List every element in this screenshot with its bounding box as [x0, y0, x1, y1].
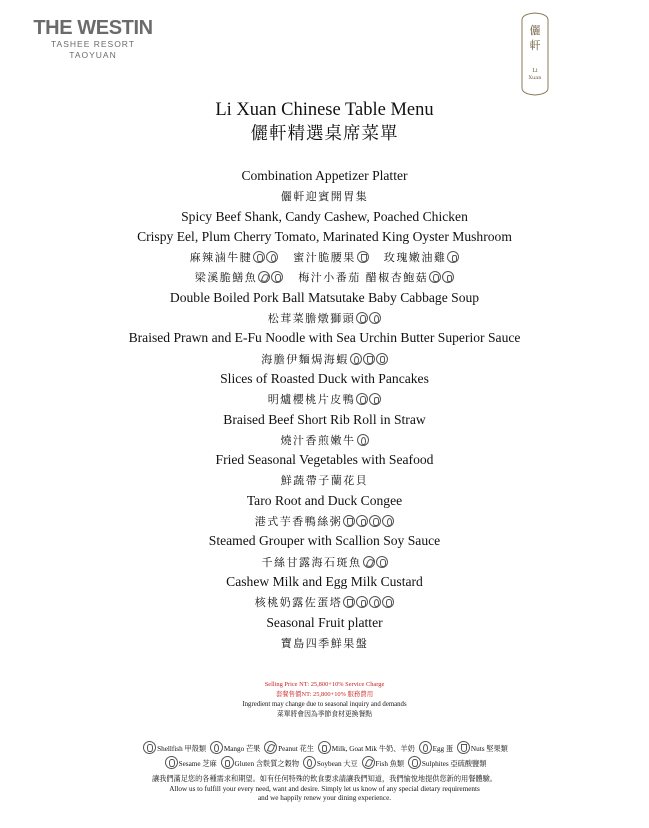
nuts-icon: [357, 251, 369, 263]
menu-line: [0, 409, 649, 429]
menu-line: [0, 307, 649, 327]
allergen-icon: [442, 271, 454, 283]
menu-line: [0, 510, 649, 530]
legend-label: Gluten 含麩質之穀物: [234, 760, 300, 768]
sesame-icon: [165, 756, 178, 769]
dish-zh: 海膽伊麵焗海蝦: [261, 352, 349, 366]
allergen-icon: [343, 515, 355, 527]
nuts-icon: [457, 741, 470, 754]
allergen-icon: [369, 393, 381, 405]
closing-en-1: Allow us to fulfill your every need, want and desire. Simply let us know of any special dietary requirements: [169, 784, 480, 793]
closing-note: [0, 775, 649, 804]
legend-row: [0, 756, 649, 771]
dish-zh: 千絲甘露海石斑魚: [261, 555, 362, 569]
dish-zh: 寶島四季鮮果盤: [280, 636, 369, 650]
dish-zh: 蜜汁脆腰果: [293, 251, 356, 265]
dish-zh: 核桃奶露佐蛋塔: [254, 596, 343, 610]
allergen-icon: [357, 434, 369, 446]
menu-line: [0, 206, 649, 226]
dish-en: Steamed Grouper with Scallion Soy Sauce: [208, 533, 441, 549]
dish-en: Combination Appetizer Platter: [241, 168, 408, 183]
dish-zh: 麻辣滷牛腱: [189, 251, 253, 265]
allergen-icon: [369, 596, 381, 608]
dish-en: Fried Seasonal Vegetables with Seafood: [215, 452, 434, 468]
legend-label: Nuts 堅果類: [470, 745, 508, 753]
allergen-icon: [369, 312, 381, 324]
menu-line: [0, 571, 649, 591]
fish-icon: [258, 271, 270, 283]
seasonal-note-en: Ingredient may change due to seasonal inquiry and demands: [242, 701, 407, 708]
menu-title: [0, 99, 649, 146]
brand-line-2: TAOYUAN: [69, 50, 117, 60]
dish-zh: 梁溪脆鱔魚: [194, 271, 258, 285]
dish-en: Seasonal Fruit platter: [266, 614, 383, 630]
menu-line: [0, 327, 649, 347]
gluten-icon: [221, 756, 234, 769]
dish-en: Slices of Roasted Duck with Pancakes: [220, 370, 429, 386]
mango-icon: [210, 741, 223, 754]
allergen-icon: [363, 353, 375, 365]
legend-label: Milk, Goat Mik 牛奶、羊奶: [331, 745, 415, 753]
price-zh: 套餐售價NT: 25,800+10% 服務費用: [275, 691, 374, 698]
dish-zh: 松茸菜膽燉獅頭: [267, 312, 356, 326]
brand-line-1: TASHEE RESORT: [50, 39, 135, 49]
brand-logo: [33, 17, 153, 61]
menu-line: [0, 368, 649, 388]
dish-zh: 儷軒迎賓開胃集: [280, 190, 369, 204]
menu-line: [0, 185, 649, 205]
svg-text:軒: 軒: [529, 39, 541, 52]
dish-en: Braised Beef Short Rib Roll in Straw: [223, 411, 426, 427]
menu-line: [0, 449, 649, 469]
menu-line: [0, 266, 649, 286]
pricing-block: [0, 680, 649, 720]
menu-line: [0, 551, 649, 571]
legend-label: Shellfish 甲殼類: [157, 745, 207, 753]
dish-en: Double Boiled Pork Ball Matsutake Baby Cabbage Soup: [169, 289, 480, 305]
svg-text:儷: 儷: [529, 24, 541, 37]
menu-title-en: Li Xuan Chinese Table Menu: [215, 100, 434, 120]
egg-icon: [419, 741, 432, 754]
menu-line: [0, 612, 649, 632]
dish-zh: 明爐櫻桃片皮鴨: [267, 393, 356, 407]
dish-en: Braised Prawn and E-Fu Noodle with Sea Urchin Butter Superior Sauce: [128, 330, 521, 346]
menu-line: [0, 226, 649, 246]
allergen-icon: [369, 515, 381, 527]
fish-icon: [363, 556, 375, 568]
legend-label: Fish 魚類: [375, 760, 405, 768]
legend-label: Soybean 大豆: [316, 760, 358, 768]
dish-zh: 港式芋香鴨絲粥: [254, 515, 343, 529]
menu-list: [0, 165, 649, 652]
legend-label: Sesame 芝麻: [178, 760, 217, 768]
dish-en: Crispy Eel, Plum Cherry Tomato, Marinated King Oyster Mushroom: [137, 228, 512, 244]
seasonal-note-zh: 菜單將會因為季節食材更換餐點: [276, 711, 373, 718]
allergen-icon: [266, 251, 278, 263]
menu-line: [0, 287, 649, 307]
dish-zh: 燒汁香煎嫩牛: [280, 433, 356, 447]
allergen-icon: [429, 271, 441, 283]
allergen-icon: [376, 556, 388, 568]
nuts-icon: [343, 596, 355, 608]
allergen-icon: [350, 353, 362, 365]
svg-text:Xuan: Xuan: [528, 75, 542, 81]
dish-en: Taro Root and Duck Congee: [246, 492, 403, 508]
allergen-icon: [356, 515, 368, 527]
brand-name: THE WESTIN: [33, 17, 153, 39]
price-en: Selling Price NT: 25,800+10% Service Charge: [264, 681, 385, 688]
menu-line: [0, 388, 649, 408]
menu-line: [0, 632, 649, 652]
allergen-icon: [253, 251, 265, 263]
menu-line: [0, 429, 649, 449]
allergen-icon: [382, 515, 394, 527]
fish-icon: [362, 756, 375, 769]
legend-label: Egg 蛋: [432, 745, 454, 753]
menu-line: [0, 348, 649, 368]
shellfish-icon: [143, 741, 156, 754]
allergen-icon: [356, 312, 368, 324]
menu-line: [0, 246, 649, 266]
menu-line: [0, 165, 649, 185]
soybean-icon: [303, 756, 316, 769]
peanut-icon: [264, 741, 277, 754]
allergen-icon: [382, 596, 394, 608]
legend-label: Peanut 花生: [278, 745, 314, 753]
menu-title-zh: 儷軒精選桌席菜單: [250, 124, 399, 144]
menu-line: [0, 490, 649, 510]
closing-en-2: and we happily renew your dining experience.: [257, 794, 392, 803]
allergen-icon: [447, 251, 459, 263]
sulphites-icon: [408, 756, 421, 769]
dish-zh: 梅汁小番茄 醋椒杏鮑菇: [298, 271, 429, 285]
milk-icon: [318, 741, 331, 754]
allergen-icon: [271, 271, 283, 283]
allergen-icon: [356, 393, 368, 405]
dish-zh: 鮮蔬帶子蘭花貝: [280, 474, 369, 488]
legend-row: [0, 741, 649, 756]
legend-label: Mango 芒果: [223, 745, 261, 753]
dish-en: Cashew Milk and Egg Milk Custard: [226, 573, 423, 589]
allergen-icon: [376, 353, 388, 365]
legend-label: Sulphites 亞硫酸鹽類: [421, 760, 487, 768]
closing-zh: 讓我們滿足您的各種需求和期望。如有任何特殊的飲食要求請讓我們知道，我們愉悅地提供您新的用餐體驗。: [151, 775, 497, 783]
menu-line: [0, 469, 649, 489]
dish-en: Spicy Beef Shank, Candy Cashew, Poached Chicken: [181, 208, 468, 224]
allergen-icon: [356, 596, 368, 608]
menu-line: [0, 591, 649, 611]
allergen-legend: [0, 741, 649, 771]
dish-zh: 玫瑰嫩油雞: [383, 251, 447, 265]
li-xuan-crest: [519, 12, 551, 96]
menu-line: [0, 530, 649, 550]
svg-text:Li: Li: [532, 68, 538, 74]
